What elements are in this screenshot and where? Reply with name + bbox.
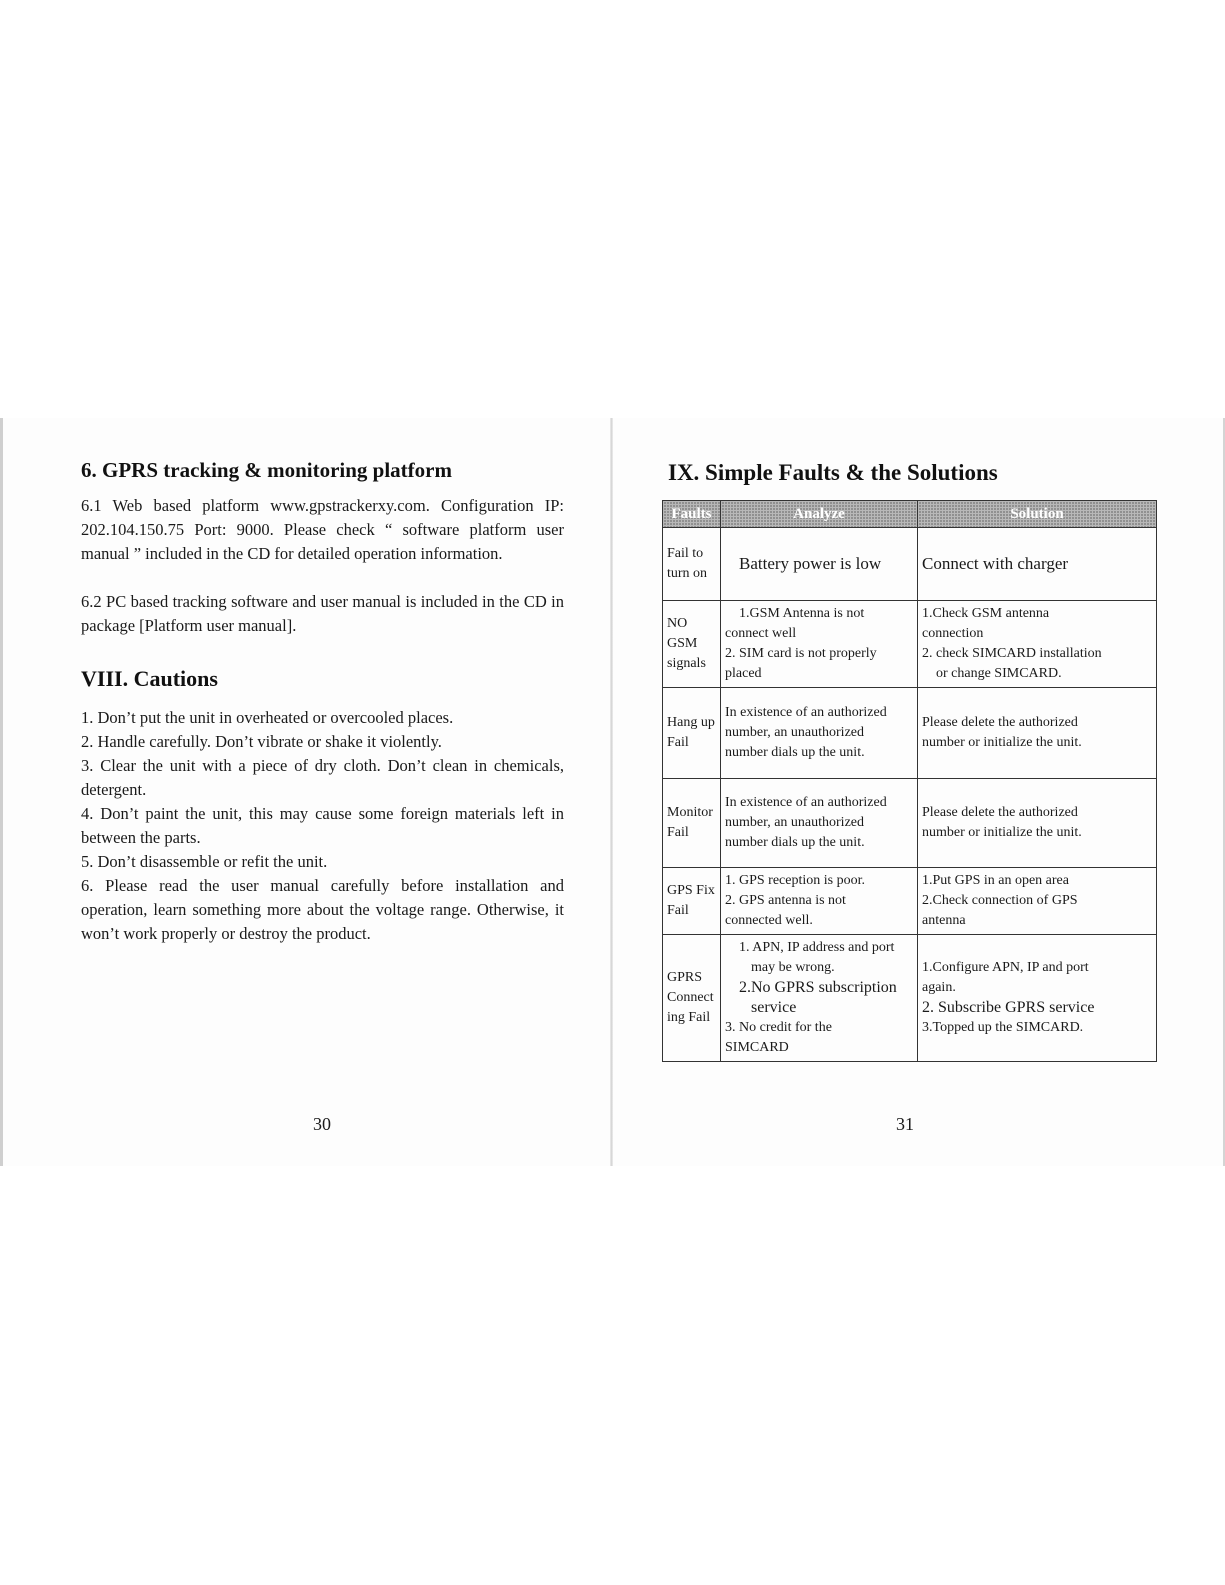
cell-line: Monitor (667, 805, 713, 820)
caution-item: 1. Don’t put the unit in overheated or overcooled places. (81, 708, 454, 727)
cell-line: 2. check SIMCARD installation (922, 646, 1102, 661)
cell-line: may be wrong. (751, 960, 835, 975)
table-header-row (663, 501, 1157, 528)
section-6-2-paragraph: 6.2 PC based tracking software and user manual is included in the CD in package [Platform user manual]. (81, 592, 564, 635)
cell-line: Please delete the authorized (922, 715, 1078, 730)
fault-cell (663, 935, 721, 1062)
cell-line: 1. APN, IP address and port (739, 940, 895, 955)
cell-line: number, an unauthorized (725, 815, 865, 830)
right-page (668, 418, 1162, 1166)
solution-cell (918, 528, 1157, 601)
cell-line: 1. GPS reception is poor. (725, 873, 865, 888)
cell-line: service (751, 999, 797, 1016)
fault-cell (663, 779, 721, 868)
cell-line: antenna (922, 913, 966, 928)
cell-line: 1.Configure APN, IP and port (922, 960, 1089, 975)
fault-cell (663, 868, 721, 935)
cell-line: or change SIMCARD. (936, 666, 1062, 681)
left-page (81, 418, 564, 1166)
analyze-cell (721, 779, 918, 868)
solution-cell (918, 779, 1157, 868)
faults-table (662, 500, 1157, 1062)
cell-line: number or initialize the unit. (922, 825, 1082, 840)
solution-cell (918, 868, 1157, 935)
table-row (663, 935, 1157, 1062)
cell-line: connected well. (725, 913, 813, 928)
cell-line: Hang up (667, 715, 715, 730)
cell-line: 2.No GPRS subscription (739, 979, 897, 996)
manual-spread (0, 418, 1225, 1166)
table-row (663, 779, 1157, 868)
cell-line: 2. GPS antenna is not (725, 893, 846, 908)
fault-cell (663, 601, 721, 688)
cell-line: 2. Subscribe GPRS service (922, 999, 1095, 1016)
caution-item: 4. Don’t paint the unit, this may cause some foreign materials left in between the parts. (81, 804, 564, 847)
cell-line: number or initialize the unit. (922, 735, 1082, 750)
faults-section-title: IX. Simple Faults & the Solutions (668, 460, 998, 485)
cell-line: signals (667, 656, 706, 671)
cautions-list (81, 706, 564, 946)
cell-line: 2. SIM card is not properly (725, 646, 877, 661)
cell-line: Connect with charger (922, 554, 1069, 573)
cell-line: number dials up the unit. (725, 745, 865, 760)
solution-cell (918, 935, 1157, 1062)
caution-item: 5. Don’t disassemble or refit the unit. (81, 852, 328, 871)
solution-cell (918, 601, 1157, 688)
cell-line: In existence of an authorized (725, 705, 887, 720)
cell-line: Fail to (667, 546, 704, 561)
analyze-cell (721, 528, 918, 601)
cell-line: 3.Topped up the SIMCARD. (922, 1020, 1084, 1035)
cell-line: 1.Check GSM antenna (922, 606, 1050, 621)
cell-line: In existence of an authorized (725, 795, 887, 810)
cell-line: Please delete the authorized (922, 805, 1078, 820)
cell-line: GPS Fix (667, 883, 715, 898)
section-6-1-paragraph: 6.1 Web based platform www.gpstrackerxy.com. Configuration IP: 202.104.150.75 Port: 9000. Please check “ software platform user manual ” included in the CD for detailed operation information. (81, 496, 564, 563)
cell-line: NO GSM (667, 616, 698, 651)
cell-line: connection (922, 626, 984, 641)
cell-line: Connect (667, 990, 714, 1005)
book-gutter (610, 418, 613, 1166)
cell-line: SIMCARD (725, 1040, 789, 1055)
solution-cell (918, 688, 1157, 779)
caution-item: 2. Handle carefully. Don’t vibrate or shake it violently. (81, 732, 442, 751)
section-6-title: 6. GPRS tracking & monitoring platform (81, 458, 452, 482)
cell-line: turn on (667, 566, 708, 581)
cell-line: 3. No credit for the (725, 1020, 832, 1035)
fault-cell (663, 688, 721, 779)
cell-line: GPRS (667, 970, 703, 985)
cell-line: again. (922, 980, 956, 995)
table-row (663, 688, 1157, 779)
cell-line: placed (725, 666, 762, 681)
cell-line: ing Fail (667, 1010, 711, 1025)
cell-line: 2.Check connection of GPS (922, 893, 1078, 908)
cell-line: 1.GSM Antenna is not (739, 606, 865, 621)
table-row (663, 601, 1157, 688)
cautions-title: VIII. Cautions (81, 666, 218, 691)
analyze-cell (721, 688, 918, 779)
page-number: 31 (896, 1114, 914, 1134)
cell-line: Fail (667, 735, 689, 750)
header-solution: Solution (918, 501, 1157, 528)
table-row (663, 868, 1157, 935)
fault-cell (663, 528, 721, 601)
header-analyze: Analyze (721, 501, 918, 528)
page-number: 30 (313, 1114, 331, 1134)
analyze-cell (721, 935, 918, 1062)
cell-line: Battery power is low (739, 554, 882, 573)
analyze-cell (721, 868, 918, 935)
cell-line: connect well (725, 626, 797, 641)
caution-item: 6. Please read the user manual carefully before installation and operation, learn something more about the voltage range. Otherwise, it won’t work properly or destroy the product. (81, 876, 564, 943)
cell-line: number dials up the unit. (725, 835, 865, 850)
table-row (663, 528, 1157, 601)
cell-line: number, an unauthorized (725, 725, 865, 740)
cell-line: 1.Put GPS in an open area (922, 873, 1069, 888)
header-faults: Faults (663, 501, 721, 528)
caution-item: 3. Clear the unit with a piece of dry cloth. Don’t clean in chemicals, detergent. (81, 756, 564, 799)
cell-line: Fail (667, 825, 689, 840)
analyze-cell (721, 601, 918, 688)
cell-line: Fail (667, 903, 689, 918)
